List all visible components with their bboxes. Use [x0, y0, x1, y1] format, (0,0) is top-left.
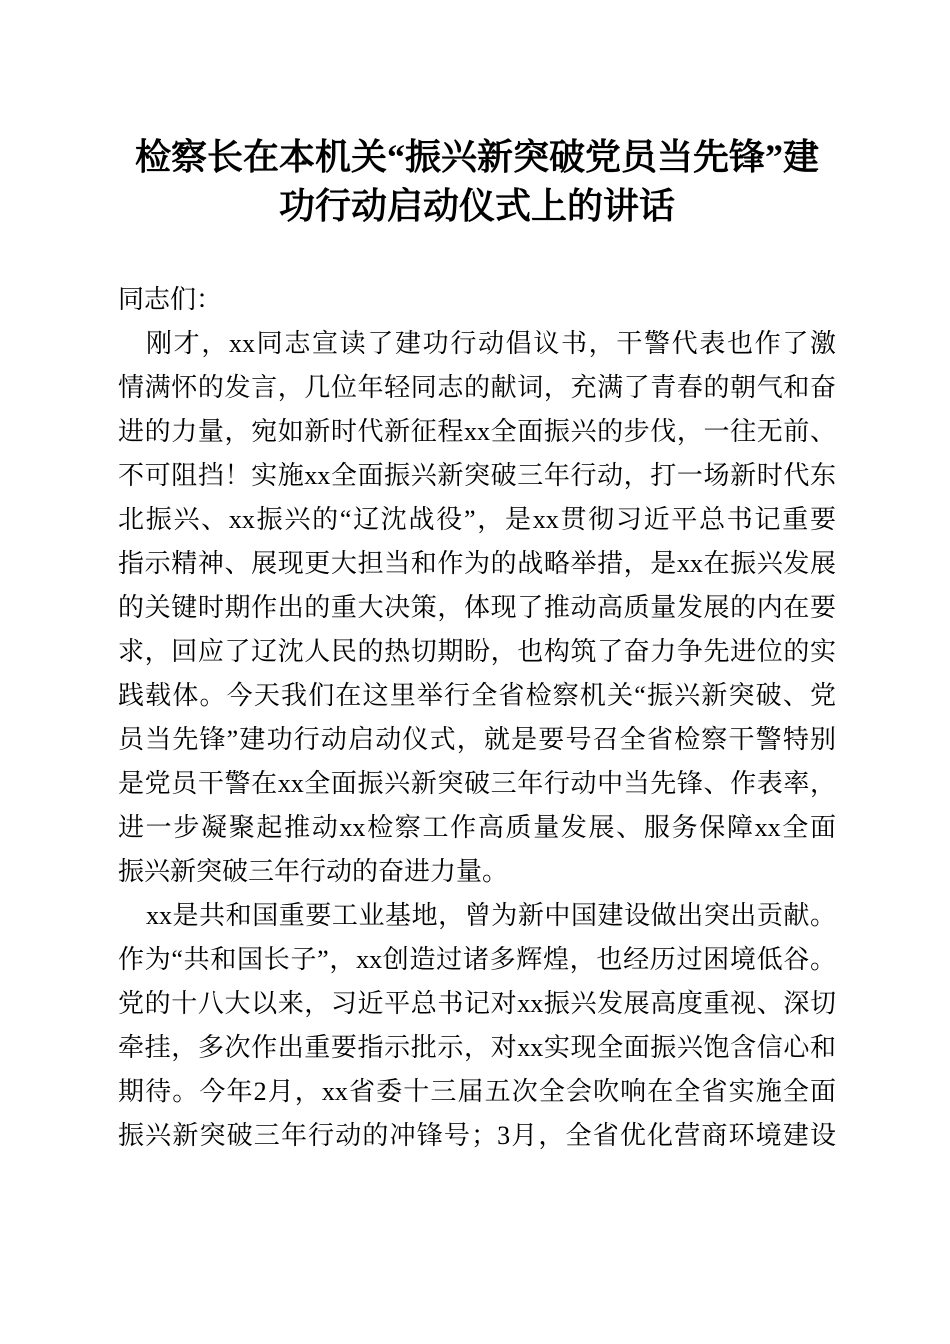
text-line: 刚才，xx同志宣读了建功行动倡议书，干警代表也作了激 — [146, 329, 836, 358]
text-line: 期待。今年2月，xx省委十三届五次全会吹响在全省实施全面 — [118, 1077, 836, 1106]
text-line: 求，回应了辽沈人民的热切期盼，也构筑了奋力争先进位的实 — [118, 637, 836, 666]
text-line: 振兴新突破三年行动的奋进力量。 — [118, 857, 509, 886]
paragraph-salutation — [118, 278, 836, 322]
document-title — [118, 133, 836, 231]
text-line: 振兴新突破三年行动的冲锋号；3月，全省优化营商环境建设 — [118, 1121, 836, 1150]
text-line: 牵挂，多次作出重要指示批示，对xx实现全面振兴饱含信心和 — [118, 1033, 836, 1062]
paragraph-para-2 — [118, 894, 836, 1158]
title-line: 功行动启动仪式上的讲话 — [278, 186, 675, 226]
text-line: xx是共和国重要工业基地，曾为新中国建设做出突出贡献。 — [146, 901, 836, 930]
text-line: 践载体。今天我们在这里举行全省检察机关“振兴新突破、党 — [118, 681, 836, 710]
paragraph-para-1 — [118, 322, 836, 894]
text-line: 员当先锋”建功行动启动仪式，就是要号召全省检察干警特别 — [118, 725, 836, 754]
text-line: 北振兴、xx振兴的“辽沈战役”，是xx贯彻习近平总书记重要 — [118, 505, 836, 534]
title-line: 检察长在本机关“振兴新突破党员当先锋”建 — [134, 137, 819, 177]
text-line: 党的十八大以来，习近平总书记对xx振兴发展高度重视、深切 — [118, 989, 836, 1018]
text-line: 进的力量，宛如新时代新征程xx全面振兴的步伐，一往无前、 — [118, 417, 836, 446]
text-line: 的关键时期作出的重大决策，体现了推动高质量发展的内在要 — [118, 593, 836, 622]
text-line: 指示精神、展现更大担当和作为的战略举措，是xx在振兴发展 — [118, 549, 836, 578]
text-line: 是党员干警在xx全面振兴新突破三年行动中当先锋、作表率， — [118, 769, 836, 798]
text-line: 作为“共和国长子”，xx创造过诸多辉煌，也经历过困境低谷。 — [118, 945, 836, 974]
text-line: 进一步凝聚起推动xx检察工作高质量发展、服务保障xx全面 — [118, 813, 836, 842]
text-line: 不可阻挡！实施xx全面振兴新突破三年行动，打一场新时代东 — [118, 461, 836, 490]
text-line: 情满怀的发言，几位年轻同志的献词，充满了青春的朝气和奋 — [118, 373, 836, 402]
text-line: 同志们： — [118, 285, 223, 314]
document-body — [118, 278, 836, 1158]
